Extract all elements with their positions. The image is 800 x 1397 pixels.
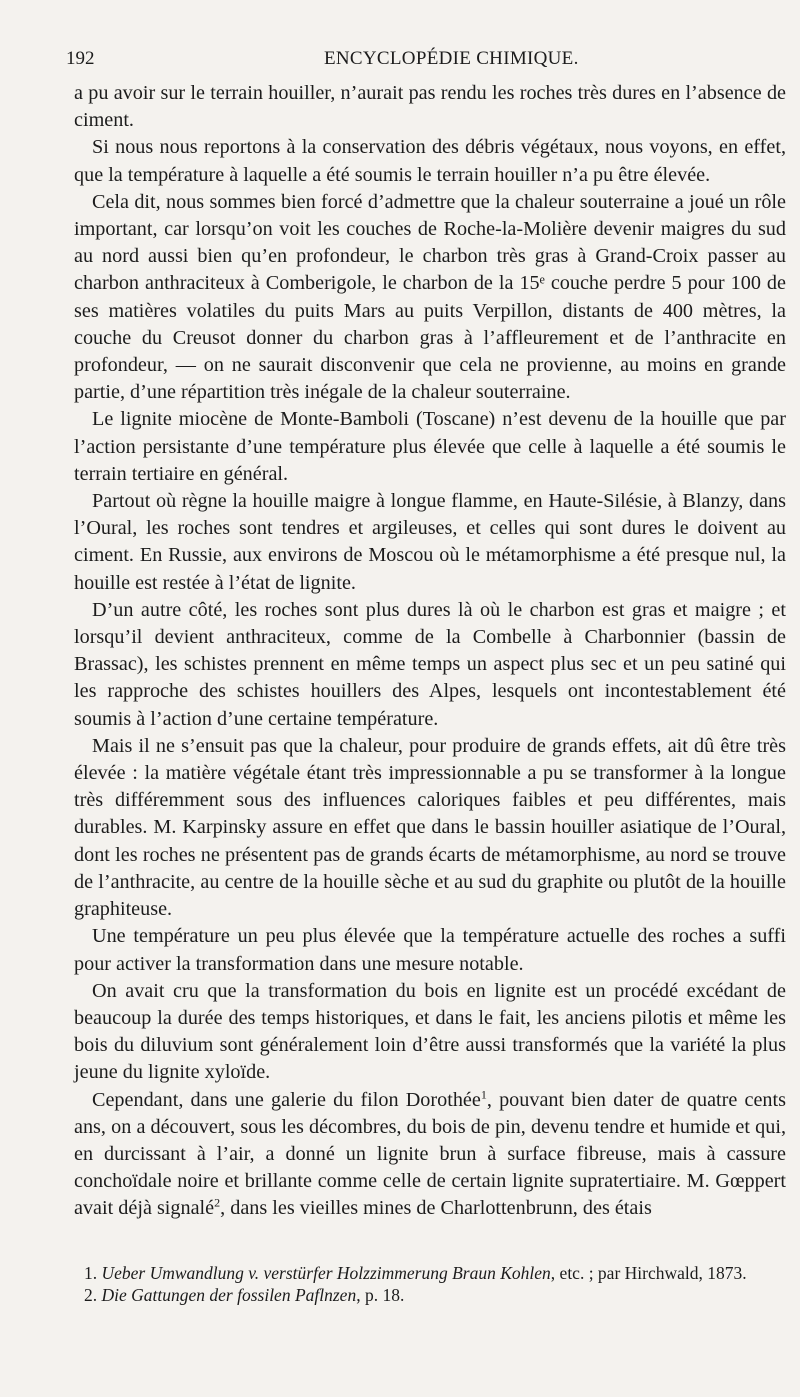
paragraph: Une température un peu plus élevée que la température actuelle des roches a suffi pour activer la transformation dans une mesure notable. [74,925,786,975]
body-text [74,80,786,1223]
paragraph: On avait cru que la transformation du bois en lignite est un procédé excédant de beaucoup la durée des temps historiques, et dans le fait, les anciens pilotis et même les bois du diluvium sont généralement loin d’être aussi transformés que la variété la plus jeune du lignite xyloïde. [74,979,786,1084]
paragraph: D’un autre côté, les roches sont plus dures là où le charbon est gras et maigre ; et lorsqu’il devient anthraciteux, comme de la Combelle à Charbonnier (bassin de Brassac), les schistes prennent en même temps un aspect plus sec et un peu satiné qui les rapproche des schistes houillers des Alpes, lesquels ont incontestablement été soumis à l’action d’une certaine température. [74,598,786,730]
footnote-number: 1. [84,1263,98,1283]
paragraph: Cela dit, nous sommes bien forcé d’admettre que la chaleur souterraine a joué un rôle important, car lorsqu’on voit les couches de Roche-la-Molière devenir maigres du sud au nord aussi bien qu’en profondeur, le charbon très gras à Grand-Croix passer au charbon anthraciteux à Comberigole, le charbon de la 15ᵉ couche perdre 5 pour 100 de ses matières volatiles du puits Mars au puits Verpillon, distants de 400 mètres, la couche du Creusot donner du charbon gras à l’affleurement et de l’anthracite en profondeur, — on ne saurait disconvenir que cela ne provienne, au moins en grande partie, d’une répartition très inégale de la chaleur souterraine. [74,190,786,404]
page-header [66,48,786,78]
footnote-title: Die Gattungen der fossilen Paflnzen [101,1285,357,1305]
footnote-ref[interactable]: 2 [214,1195,221,1210]
paragraph: Si nous nous reportons à la conservation des débris végétaux, nous voyons, en effet, que la température à laquelle a été soumis le terrain houiller n’a pu être élevée. [74,136,786,186]
footnote-rest: , p. 18. [356,1285,405,1305]
page-number: 192 [66,48,95,69]
paragraph: Partout où règne la houille maigre à longue flamme, en Haute-Silésie, à Blanzy, dans l’Oural, les roches sont tendres et argileuses, et celles qui sont dures le doivent au ciment. En Russie, aux environs de Moscou où le métamorphisme a été presque nul, la houille est restée à l’état de lignite. [74,490,786,594]
paragraph [74,1087,786,1223]
paragraph-text: Cependant, dans une galerie du filon Dorothée [92,1088,481,1111]
footnote-rest: , etc. ; par Hirchwald, 1873. [550,1263,747,1283]
footnote [74,1262,786,1284]
paragraph-text: , pouvant bien dater de quatre cents ans, on a découvert, sous les décombres, du bois de pin, devenu tendre et humide et qui, en durcissant à l’air, a donné un lignite brun à surface fibreuse, mais à cassure conchoïdale noire et brillante comme celle de certain lignite supratertiaire. M. Gœppert avait déjà signalé [74,1088,786,1220]
running-title: ENCYCLOPÉDIE CHIMIQUE. [324,48,579,69]
paragraph-text: , dans les vieilles mines de Charlottenbrunn, des étais [220,1197,652,1220]
footnotes [74,1262,786,1306]
footnote-ref[interactable]: 1 [480,1086,487,1101]
paragraph: Le lignite miocène de Monte-Bamboli (Toscane) n’est devenu de la houille que par l’action persistante d’une température plus élevée que celle à laquelle a été soumis le terrain tertiaire en général. [74,408,786,485]
footnote [74,1284,786,1306]
paragraph: a pu avoir sur le terrain houiller, n’aurait pas rendu les roches très dures en l’absence de ciment. [74,82,786,132]
footnote-title: Ueber Umwandlung v. verstürfer Holzzimmerung Braun Kohlen [101,1263,551,1283]
paragraph: Mais il ne s’ensuit pas que la chaleur, pour produire de grands effets, ait dû être très élevée : la matière végétale étant très impressionnable a pu se transformer à la longue très différemment sous des influences caloriques faibles et peu différentes, mais durables. M. Karpinsky assure en effet que dans le bassin houiller asiatique de l’Oural, dont les roches ne présentent pas de grands écarts de métamorphisme, au nord se trouve de l’anthracite, au centre de la houille sèche et au sud du graphite ou plutôt de la houille graphiteuse. [74,734,786,921]
footnote-number: 2. [84,1285,98,1305]
